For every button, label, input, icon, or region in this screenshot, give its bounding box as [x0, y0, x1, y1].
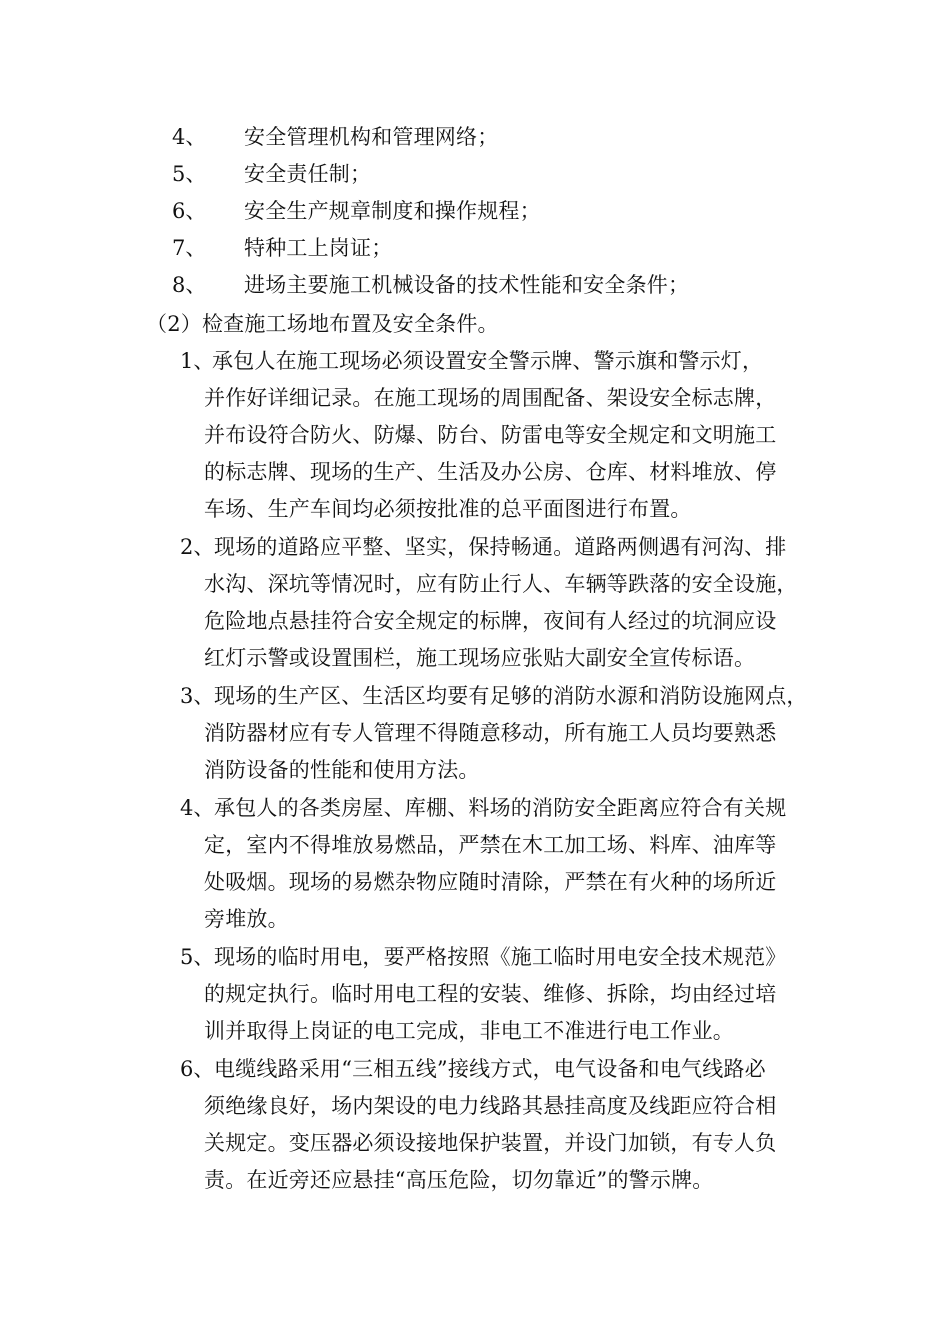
- paragraph-number: 1、: [180, 349, 215, 373]
- list-item-text: 特种工上岗证；: [244, 236, 393, 260]
- paragraph-line: 电缆线路采用“三相五线”接线方式，电气设备和电气线路必: [214, 1057, 766, 1081]
- paragraph-line: 并布设符合防火、防爆、防台、防雷电等安全规定和文明施工: [204, 423, 777, 447]
- paragraph-number: 5、: [180, 945, 215, 969]
- paragraph-line: 现场的道路应平整、坚实，保持畅通。道路两侧遇有河沟、排: [214, 535, 787, 559]
- paragraph-line: 现场的临时用电，要严格按照《施工临时用电安全技术规范》: [214, 945, 787, 969]
- paragraph-number: 6、: [180, 1057, 215, 1081]
- list-item-number: 4、: [172, 125, 207, 149]
- paragraph-number: 3、: [180, 684, 215, 708]
- paragraph-line: 现场的生产区、生活区均要有足够的消防水源和消防设施网点，: [214, 684, 808, 708]
- paragraph-number: 2、: [180, 535, 215, 559]
- section-heading: （2）检查施工场地布置及安全条件。: [146, 312, 499, 336]
- paragraph-line: 水沟、深坑等情况时，应有防止行人、车辆等跌落的安全设施，: [204, 572, 798, 596]
- paragraph-line: 并作好详细记录。在施工现场的周围配备、架设安全标志牌，: [204, 386, 777, 410]
- paragraph-line: 旁堆放。: [204, 907, 289, 931]
- paragraph-line: 训并取得上岗证的电工完成，非电工不准进行电工作业。: [204, 1019, 734, 1043]
- list-item-text: 安全管理机构和管理网络；: [244, 125, 499, 149]
- list-item-text: 安全责任制；: [244, 162, 372, 186]
- paragraph-line: 危险地点悬挂符合安全规定的标牌，夜间有人经过的坑洞应设: [204, 609, 777, 633]
- paragraph-number: 4、: [180, 796, 215, 820]
- paragraph-line: 承包人在施工现场必须设置安全警示牌、警示旗和警示灯，: [212, 349, 764, 373]
- paragraph-line: 车场、生产车间均必须按批准的总平面图进行布置。: [204, 497, 692, 521]
- list-item-number: 6、: [172, 199, 207, 223]
- paragraph-line: 消防设备的性能和使用方法。: [204, 758, 480, 782]
- paragraph-line: 须绝缘良好，场内架设的电力线路其悬挂高度及线距应符合相: [204, 1094, 777, 1118]
- paragraph-line: 的规定执行。临时用电工程的安装、维修、拆除，均由经过培: [204, 982, 777, 1006]
- paragraph-line: 责。在近旁还应悬挂“高压危险，切勿靠近”的警示牌。: [204, 1168, 714, 1192]
- paragraph-line: 定，室内不得堆放易燃品，严禁在木工加工场、料库、油库等: [204, 833, 777, 857]
- paragraph-line: 处吸烟。现场的易燃杂物应随时清除，严禁在有火种的场所近: [204, 870, 777, 894]
- list-item-number: 7、: [172, 236, 207, 260]
- paragraph-line: 红灯示警或设置围栏，施工现场应张贴大副安全宣传标语。: [204, 646, 756, 670]
- paragraph-line: 消防器材应有专人管理不得随意移动，所有施工人员均要熟悉: [204, 721, 777, 745]
- list-item-number: 5、: [172, 162, 207, 186]
- list-item-text: 安全生产规章制度和操作规程；: [244, 199, 541, 223]
- paragraph-line: 承包人的各类房屋、库棚、料场的消防安全距离应符合有关规: [214, 796, 787, 820]
- paragraph-line: 的标志牌、现场的生产、生活及办公房、仓库、材料堆放、停: [204, 460, 777, 484]
- list-item-number: 8、: [172, 273, 207, 297]
- paragraph-line: 关规定。变压器必须设接地保护装置，并设门加锁，有专人负: [204, 1131, 777, 1155]
- list-item-text: 进场主要施工机械设备的技术性能和安全条件；: [244, 273, 690, 297]
